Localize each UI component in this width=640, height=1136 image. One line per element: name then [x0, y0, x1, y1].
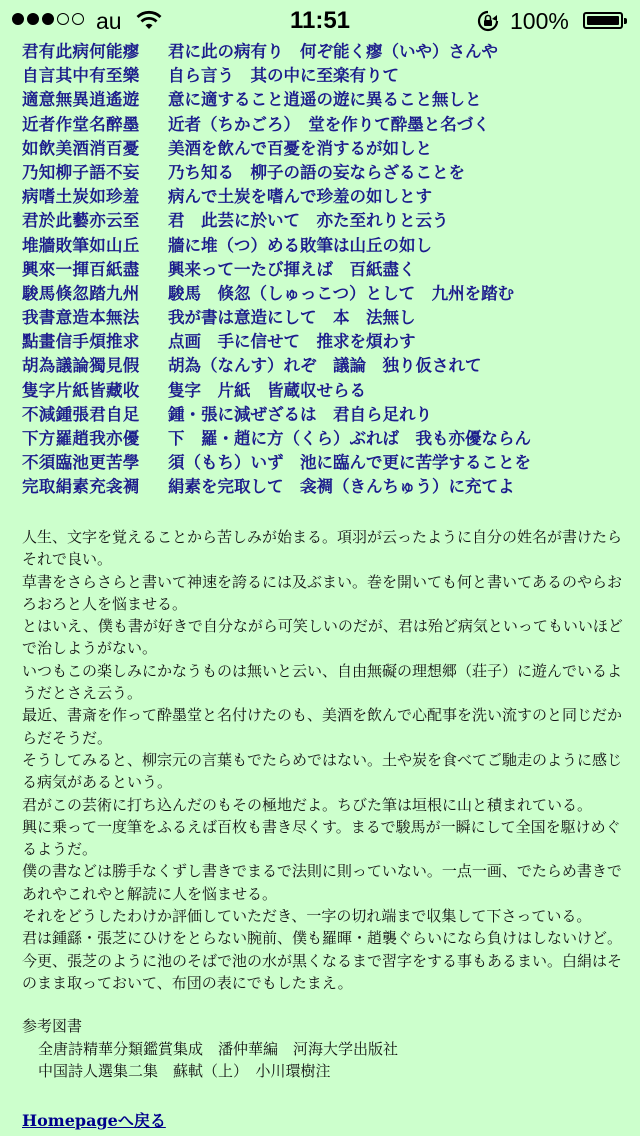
poem-original: 如飲美酒消百憂 — [22, 138, 140, 158]
poem-original: 下方羅趙我亦優 — [22, 429, 140, 448]
battery-icon — [583, 12, 623, 29]
poem-original: 隻字片紙皆藏收 — [22, 380, 140, 400]
clock: 11:51 — [289, 7, 351, 34]
homepage-link[interactable]: Homepageへ戻る — [22, 1111, 166, 1130]
poem-original: 胡為議論獨見假 — [22, 356, 140, 376]
poem-reading: 絹素を完取して 衾裯（きんちゅう）に充てよ — [168, 477, 515, 497]
poem-line — [22, 88, 632, 112]
poem-reading: 牆に堆（つ）める敗筆は山丘の如し — [168, 235, 432, 255]
poem-original: 點畫信手煩推求 — [22, 332, 140, 352]
poem-reading: 鍾・張に減ぜざるは 君自ら足れり — [168, 404, 432, 424]
poem-line — [22, 403, 632, 427]
poem-reading: 我が書は意造にして 本 法無し — [168, 308, 416, 328]
poem-reading: 君 此芸に於いて 亦た至れりと云う — [168, 211, 449, 231]
poem-reading: 近者（ちかごろ） 堂を作りて酔墨と名づく — [168, 114, 490, 134]
poem-original: 君於此藝亦云至 — [22, 211, 140, 231]
poem-reading: 美酒を飲んで百憂を消するが如しと — [168, 138, 432, 158]
commentary-paragraph: 僕の書などは勝手なくずし書きでまるで法則に則っていない。一点一画、でたらめ書きであれやこれやと解読に人を悩ませる。 — [22, 862, 622, 903]
poem-line — [22, 209, 632, 233]
poem-reading: 須（もち）いず 池に臨んで更に苦学することを — [168, 453, 531, 473]
poem-original: 我書意造本無法 — [22, 308, 140, 328]
poem-line — [22, 161, 632, 185]
poem-line — [22, 64, 632, 88]
poem-reading: 駿馬 倏忽（しゅっこつ）として 九州を踏む — [168, 283, 515, 303]
poem-original: 自言其中有至樂 — [22, 66, 140, 86]
poem-line — [22, 475, 632, 499]
commentary-paragraph: 君がこの芸術に打ち込んだのもその極地だよ。ちびた筆は垣根に山と積まれている。 — [22, 795, 593, 814]
references — [22, 1015, 622, 1083]
poem-line — [22, 306, 632, 330]
commentary-paragraph: 君は鍾繇・張芝にひけをとらない腕前、僕も羅暉・趙襲ぐらいになら負けはしないけど。 — [22, 929, 623, 948]
commentary-paragraph: 今更、張芝のように池のそばで池の水が黒くなるまで習字をする事もあるまい。白絹はそのまま取っておいて、布団の表にでもしたまえ。 — [22, 951, 623, 992]
poem-reading: 下 羅・趙に方（くら）ぶれば 我も亦優ならん — [168, 429, 531, 448]
poem-reading: 病んで土炭を嗜んで珍羞の如しとす — [168, 187, 432, 207]
poem-original: 不減鍾張君自足 — [22, 404, 140, 424]
poem-reading: 自ら言う 其の中に至楽有りて — [168, 66, 399, 86]
commentary-paragraph: そうしてみると、柳宗元の言葉もでたらめではない。土や炭を食べてご馳走のように感じる病気があるという。 — [22, 750, 623, 792]
rotation-lock-icon — [476, 9, 500, 38]
poem-line — [22, 40, 632, 64]
poem-original: 君有此病何能瘳 — [22, 42, 140, 61]
poem-original: 興來一揮百紙盡 — [22, 259, 140, 279]
poem-reading: 意に適すること逍遥の遊に異ること無しと — [168, 90, 482, 110]
poem-original: 近者作堂名醉墨 — [22, 114, 140, 134]
poem-original: 堆牆敗筆如山丘 — [22, 235, 140, 255]
poem-original: 乃知柳子語不妄 — [22, 162, 140, 182]
commentary-paragraph: 草書をさらさらと書いて神速を誇るには及ぶまい。巻を開いても何と書いてあるのやらおろおろと人を悩ませる。 — [22, 572, 623, 613]
status-bar — [0, 0, 640, 40]
poem-reading: 乃ち知る 柳子の語の妄ならざることを — [168, 162, 465, 182]
references-heading: 参考図書 — [22, 1017, 83, 1035]
poem-line — [22, 379, 632, 403]
poem-line — [22, 282, 632, 306]
commentary-paragraph: 人生、文字を覚えることから苦しみが始まる。項羽が云ったように自分の姓名が書けたらそれで良い。 — [22, 528, 623, 569]
poem-line — [22, 113, 632, 137]
poem-reading: 胡為（なんす）れぞ 議論 独り仮されて — [168, 356, 482, 376]
poem-line — [22, 451, 632, 475]
poem-original: 完取絹素充衾裯 — [22, 477, 140, 497]
poem-line — [22, 354, 632, 378]
commentary-paragraph: それをどうしたわけか評価していただき、一字の切れ端まで収集して下さっている。 — [22, 907, 592, 926]
poem-line — [22, 427, 632, 451]
commentary-paragraph: 興に乗って一度筆をふるえば百枚も書き尽くす。まるで駿馬が一瞬にして全国を駆けめぐるようだ。 — [22, 817, 621, 859]
poem-line — [22, 137, 632, 161]
poem — [22, 40, 632, 500]
commentary — [22, 526, 634, 994]
poem-line — [22, 234, 632, 258]
commentary-paragraph: とはいえ、僕も書が好きで自分ながら可笑しいのだが、君は殆ど病気といってもいいほどで治しようがない。 — [22, 617, 623, 658]
poem-line — [22, 258, 632, 282]
poem-reading: 点画 手に信せて 推求を煩わす — [168, 332, 416, 352]
poem-original: 適意無異逍遙遊 — [22, 90, 140, 110]
reference-item: 中国詩人選集二集 蘇軾（上） 小川環樹注 — [38, 1062, 331, 1080]
poem-reading: 興来って一たび揮えば 百紙盡く — [168, 259, 416, 279]
carrier-name: au — [96, 8, 122, 34]
poem-reading: 隻字 片紙 皆蔵収せらる — [168, 380, 366, 400]
commentary-paragraph: 最近、書斎を作って酔墨堂と名付けたのも、美酒を飲んで心配事を洗い流すのと同じだからだそうだ。 — [22, 706, 623, 747]
reference-item: 全唐詩精華分類鑑賞集成 潘仲華編 河海大学出版社 — [38, 1039, 399, 1058]
commentary-paragraph: いつもこの楽しみにかなうものは無いと云い、自由無礙の理想郷（荘子）に遊んでいるようだとさえ云う。 — [22, 661, 623, 703]
poem-original: 不須臨池更苦學 — [22, 453, 140, 473]
poem-reading: 君に此の病有り 何ぞ能く瘳（いや）さんや — [168, 42, 498, 61]
battery-percentage: 100% — [510, 8, 569, 34]
poem-line — [22, 185, 632, 209]
poem-original: 駿馬倏忽踏九州 — [22, 283, 140, 303]
poem-original: 病嗜土炭如珍羞 — [22, 187, 140, 207]
poem-line — [22, 330, 632, 354]
